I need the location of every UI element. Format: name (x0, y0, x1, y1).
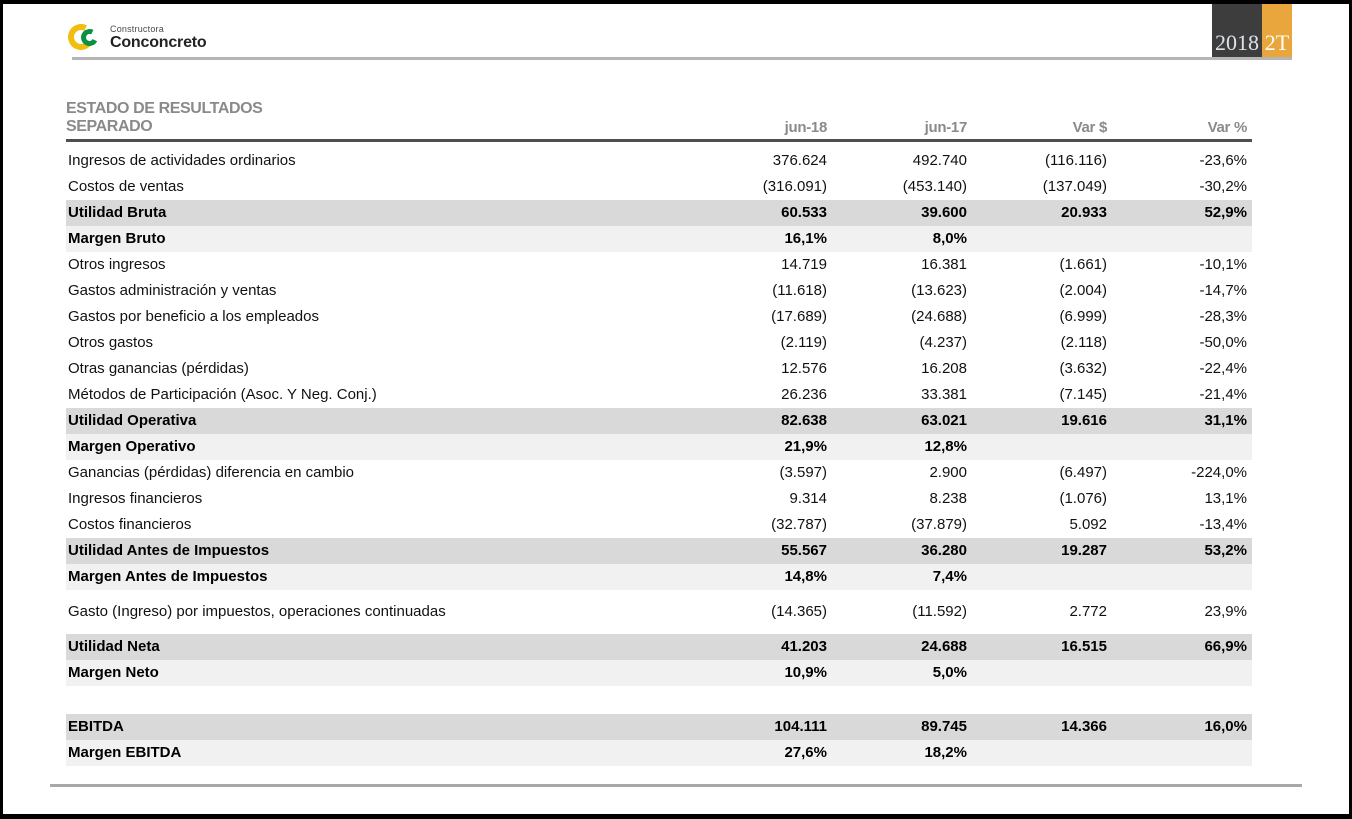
table-row (66, 714, 1252, 740)
cell-var-percent: 52,9% (1204, 204, 1247, 221)
table-row (66, 512, 1252, 538)
cell-jun-17: (37.879) (911, 516, 967, 533)
cell-jun-17: 12,8% (924, 438, 967, 455)
row-spacer (66, 686, 1252, 714)
cell-jun-18: 9.314 (789, 490, 827, 507)
cell-jun-17: 8.238 (929, 490, 967, 507)
cell-var-amount (967, 660, 1107, 686)
cell-jun-17: 492.740 (912, 152, 967, 169)
cell-var-amount: 14.366 (1061, 718, 1107, 735)
table-row (66, 382, 1252, 408)
cell-jun-18: 21,9% (784, 438, 827, 455)
badge-year: 2018 (1212, 4, 1262, 57)
cell-var-amount: (116.116) (1045, 152, 1107, 169)
cell-jun-17: 16.381 (921, 256, 967, 273)
cell-jun-18: (32.787) (771, 516, 827, 533)
table-row (66, 226, 1252, 252)
cell-jun-17: 2.900 (929, 464, 967, 481)
cell-var-percent: -10,1% (1199, 256, 1247, 273)
cell-var-amount (967, 564, 1107, 590)
table-row (66, 564, 1252, 590)
cell-jun-17: 63.021 (921, 412, 967, 429)
cell-jun-17: 7,4% (932, 568, 967, 585)
header-divider (72, 57, 1292, 60)
cell-var-percent: -30,2% (1199, 178, 1247, 195)
cell-jun-18: 55.567 (781, 542, 827, 559)
cell-var-amount: 19.616 (1061, 412, 1107, 429)
cell-var-amount (967, 226, 1107, 252)
cell-jun-17: 36.280 (921, 542, 967, 559)
cell-jun-17: 33.381 (921, 386, 967, 403)
table-header (66, 100, 1252, 142)
conconcreto-cc-icon (68, 24, 104, 51)
table-row (66, 148, 1252, 174)
cell-var-percent: 16,0% (1204, 718, 1247, 735)
cell-var-amount: (3.632) (1059, 360, 1107, 377)
cell-jun-18: (14.365) (771, 603, 827, 620)
row-label: Gastos administración y ventas (68, 282, 277, 299)
brand-name-label: Conconcreto (110, 33, 207, 51)
badge-quarter: 2T (1262, 4, 1292, 57)
cell-var-percent: -22,4% (1199, 360, 1247, 377)
cell-var-percent (1107, 434, 1247, 460)
table-row (66, 634, 1252, 660)
cell-var-percent: -224,0% (1191, 464, 1247, 481)
cell-jun-18: 14,8% (784, 568, 827, 585)
cell-var-amount: 16.515 (1061, 638, 1107, 655)
table-title-line2: SEPARADO (66, 118, 153, 135)
table-row (66, 434, 1252, 460)
table-row (66, 330, 1252, 356)
cell-jun-17: (4.237) (919, 334, 967, 351)
cell-jun-18: 12.576 (781, 360, 827, 377)
cell-var-percent: -14,7% (1199, 282, 1247, 299)
table-row (66, 200, 1252, 226)
row-label: Otros ingresos (68, 256, 166, 273)
cell-jun-17: 89.745 (921, 718, 967, 735)
cell-var-percent: -23,6% (1199, 152, 1247, 169)
cell-var-percent: 31,1% (1204, 412, 1247, 429)
income-statement-table (66, 100, 1252, 766)
cell-jun-18: (11.618) (772, 282, 827, 299)
table-title-line1: ESTADO DE RESULTADOS (66, 100, 263, 117)
table-row (66, 304, 1252, 330)
table-row (66, 660, 1252, 686)
cell-var-percent: -21,4% (1199, 386, 1247, 403)
table-row (66, 538, 1252, 564)
row-label: Margen Operativo (68, 438, 196, 455)
row-label: Utilidad Bruta (68, 204, 167, 221)
cell-var-amount: 5.092 (1069, 516, 1107, 533)
column-header-jun-18: jun-18 (784, 119, 827, 136)
cell-jun-18: (17.689) (771, 308, 827, 325)
row-label: Utilidad Operativa (68, 412, 197, 429)
cell-var-amount (967, 740, 1107, 766)
cell-var-amount: (137.049) (1042, 178, 1107, 195)
period-badge (1212, 4, 1292, 57)
row-label: Utilidad Neta (68, 638, 160, 655)
cell-jun-18: (2.119) (780, 334, 827, 351)
cell-jun-18: 104.111 (774, 718, 827, 735)
cell-jun-18: 60.533 (781, 204, 827, 221)
row-label: Ganancias (pérdidas) diferencia en cambio (68, 464, 354, 481)
cell-jun-17: (453.140) (902, 178, 967, 195)
row-label: Gastos por beneficio a los empleados (68, 308, 319, 325)
row-label: Otros gastos (68, 334, 154, 351)
row-label: Ingresos de actividades ordinarios (68, 152, 296, 169)
column-header-var-percent: Var % (1207, 119, 1247, 136)
cell-var-amount: (1.661) (1059, 256, 1107, 273)
cell-jun-17: (11.592) (912, 603, 967, 620)
table-row (66, 174, 1252, 200)
row-label: Margen Bruto (68, 230, 166, 247)
cell-var-percent: 13,1% (1204, 490, 1247, 507)
row-label: Margen Neto (68, 664, 159, 681)
cell-var-percent: 23,9% (1204, 603, 1247, 620)
table-row (66, 408, 1252, 434)
table-body (66, 148, 1252, 766)
table-row (66, 278, 1252, 304)
row-label: Margen Antes de Impuestos (68, 568, 268, 585)
table-row (66, 460, 1252, 486)
cell-jun-18: (316.091) (762, 178, 827, 195)
row-label: Métodos de Participación (Asoc. Y Neg. Conj.) (68, 386, 377, 403)
row-label: EBITDA (68, 718, 124, 735)
row-label: Costos de ventas (68, 178, 184, 195)
row-label: Gasto (Ingreso) por impuestos, operaciones continuadas (68, 603, 446, 620)
cell-jun-17: 18,2% (924, 744, 967, 761)
cell-jun-17: 16.208 (921, 360, 967, 377)
table-row (66, 356, 1252, 382)
row-spacer (66, 625, 1252, 634)
cell-jun-18: 376.624 (772, 152, 827, 169)
row-label: Utilidad Antes de Impuestos (68, 542, 270, 559)
cell-jun-17: 8,0% (932, 230, 967, 247)
cell-jun-18: 41.203 (781, 638, 827, 655)
cell-var-amount: (7.145) (1059, 386, 1107, 403)
cell-var-amount: (6.999) (1059, 308, 1107, 325)
cell-var-percent: 53,2% (1204, 542, 1247, 559)
cell-var-percent: -50,0% (1199, 334, 1247, 351)
cell-jun-18: 16,1% (784, 230, 827, 247)
cell-var-amount: (1.076) (1059, 490, 1107, 507)
cell-var-percent (1107, 740, 1247, 766)
brand-logo (68, 24, 206, 51)
cell-var-percent: -13,4% (1199, 516, 1247, 533)
cell-jun-17: 24.688 (921, 638, 967, 655)
row-label: Costos financieros (68, 516, 192, 533)
row-label: Otras ganancias (pérdidas) (68, 360, 249, 377)
cell-var-percent: -28,3% (1199, 308, 1247, 325)
cell-jun-18: 82.638 (781, 412, 827, 429)
cell-jun-17: 39.600 (921, 204, 967, 221)
cell-var-amount: 20.933 (1061, 204, 1107, 221)
row-label: Ingresos financieros (68, 490, 203, 507)
cell-var-amount: (6.497) (1059, 464, 1107, 481)
cell-var-amount: 2.772 (1069, 603, 1107, 620)
cell-var-amount: (2.004) (1059, 282, 1107, 299)
cell-jun-17: (13.623) (911, 282, 967, 299)
cell-var-amount (967, 434, 1107, 460)
cell-var-percent (1107, 660, 1247, 686)
cell-var-amount: (2.118) (1060, 334, 1107, 351)
cell-var-amount: 19.287 (1061, 542, 1107, 559)
column-header-jun-17: jun-17 (924, 119, 967, 136)
cell-jun-18: 27,6% (784, 744, 827, 761)
cell-jun-18: 26.236 (781, 386, 827, 403)
row-spacer (66, 590, 1252, 599)
cell-jun-18: (3.597) (779, 464, 827, 481)
cell-var-percent (1107, 564, 1247, 590)
column-header-var-amount: Var $ (1072, 119, 1107, 136)
table-row (66, 740, 1252, 766)
cell-jun-18: 10,9% (784, 664, 827, 681)
brand-top-label: Constructora (110, 23, 164, 34)
cell-jun-17: 5,0% (932, 664, 967, 681)
brand-text (110, 25, 206, 51)
table-row (66, 486, 1252, 512)
table-title (66, 100, 687, 136)
table-row (66, 599, 1252, 625)
cell-jun-18: 14.719 (781, 256, 827, 273)
table-row (66, 252, 1252, 278)
cell-var-percent: 66,9% (1204, 638, 1247, 655)
row-label: Margen EBITDA (68, 744, 182, 761)
footer-divider (50, 784, 1302, 787)
cell-jun-17: (24.688) (911, 308, 967, 325)
cell-var-percent (1107, 226, 1247, 252)
